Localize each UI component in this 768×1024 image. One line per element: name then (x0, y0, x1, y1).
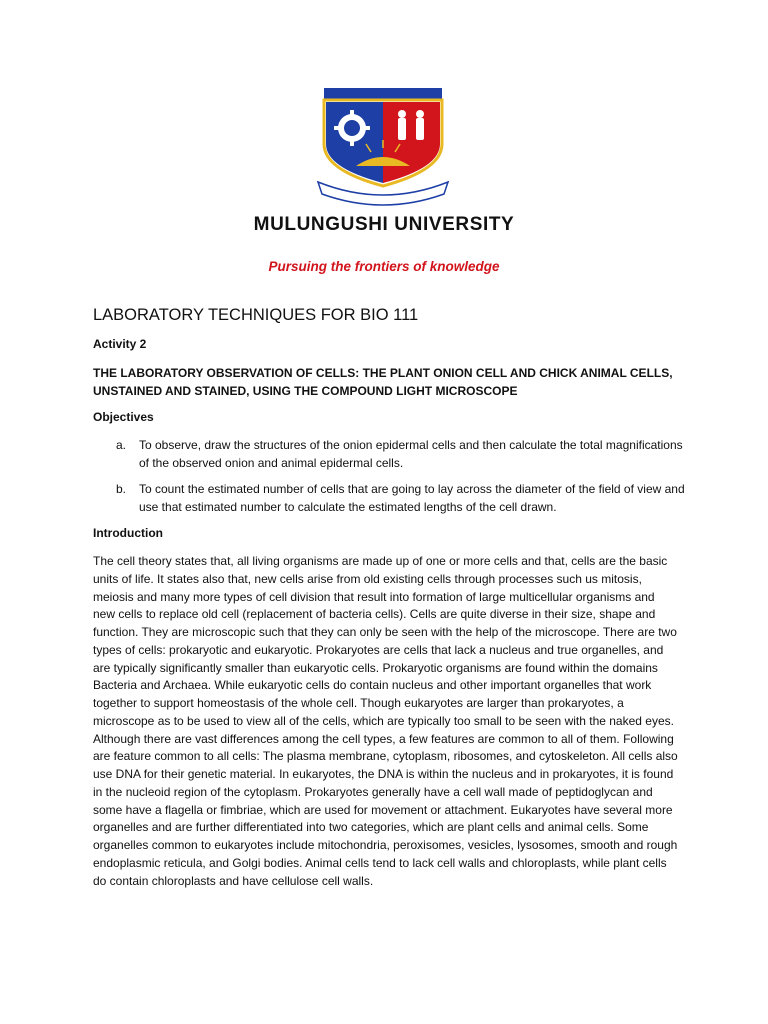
objective-marker: a. (116, 438, 127, 452)
objective-item (93, 480, 683, 520)
university-name: MULUNGUSHI UNIVERSITY (253, 214, 515, 235)
introduction-heading: Introduction (93, 526, 163, 540)
objective-marker: b. (116, 482, 127, 496)
introduction-paragraph: The cell theory states that, all living organisms are made up of one or more cells and that, cells are the basic units of life. It states also that, new cells arise from old existing cells through processes such us mitosis, meiosis and many more types of cell division that result into formation of large multicellular organisms and new cells to replace old cell (replacement of bacteria cells). Cells are quite diverse in their size, shape and function. They are microscopic such that they can only be seen with the help of the microscope. There are two types of cells: prokaryotic and eukaryotic. Prokaryotes are cells that lack a nucleus and true organelles, and are typically significantly smaller than eukaryotic cells. Prokaryotic organisms are found within the domains Bacteria and Archaea. While eukaryotic cells do contain nucleus and other important organelles that work together to support homeostasis of the whole cell. Though eukaryotes are larger than prokaryotes, a microscope as to be used to view all of the cells, which are typically too small to be seen with the naked eyes. Although there are vast differences among the cell types, a few features are common to all of them. Following are feature common to all cells: The plasma membrane, cytoplasm, ribosomes, and cytoskeleton. All cells also use DNA for their genetic material. In eukaryotes, the DNA is within the nucleus and in prokaryotes, it is found in the nucleoid region of the cytoplasm. Prokaryotes generally have a cell wall made of peptidoglycan and some have a flagella or fimbriae, which are used for movement or attachment. Eukaryotes have several more organelles and are further differentiated into two categories, which are plant cells and animal cells. Some organelles common to eukaryotes include mitochondria, peroxisomes, vesicles, lysosomes, smooth and rough endoplasmic reticula, and Golgi bodies. Animal cells tend to lack cell walls and chloroplasts, while plant cells do contain chloroplasts and have cellulose cell walls. (93, 554, 678, 888)
activity-subtitle: THE LABORATORY OBSERVATION OF CELLS: THE PLANT ONION CELL AND CHICK ANIMAL CELLS, UNSTAINED AND STAINED, USING THE COMPOUND LIGHT MICROSCOPE (93, 366, 673, 398)
activity-label: Activity 2 (93, 337, 147, 351)
objective-item (93, 436, 683, 476)
university-crest-logo (316, 86, 450, 208)
university-motto: Pursuing the frontiers of knowledge (268, 259, 500, 274)
objective-text: To observe, draw the structures of the onion epidermal cells and then calculate the total magnifications of the observed onion and animal epidermal cells. (139, 438, 683, 470)
objective-text: To count the estimated number of cells that are going to lay across the diameter of the field of view and use that estimated number to calculate the estimated lengths of the cell drawn. (139, 482, 685, 514)
document-title: LABORATORY TECHNIQUES FOR BIO 111 (93, 306, 419, 324)
objectives-heading: Objectives (93, 410, 154, 424)
